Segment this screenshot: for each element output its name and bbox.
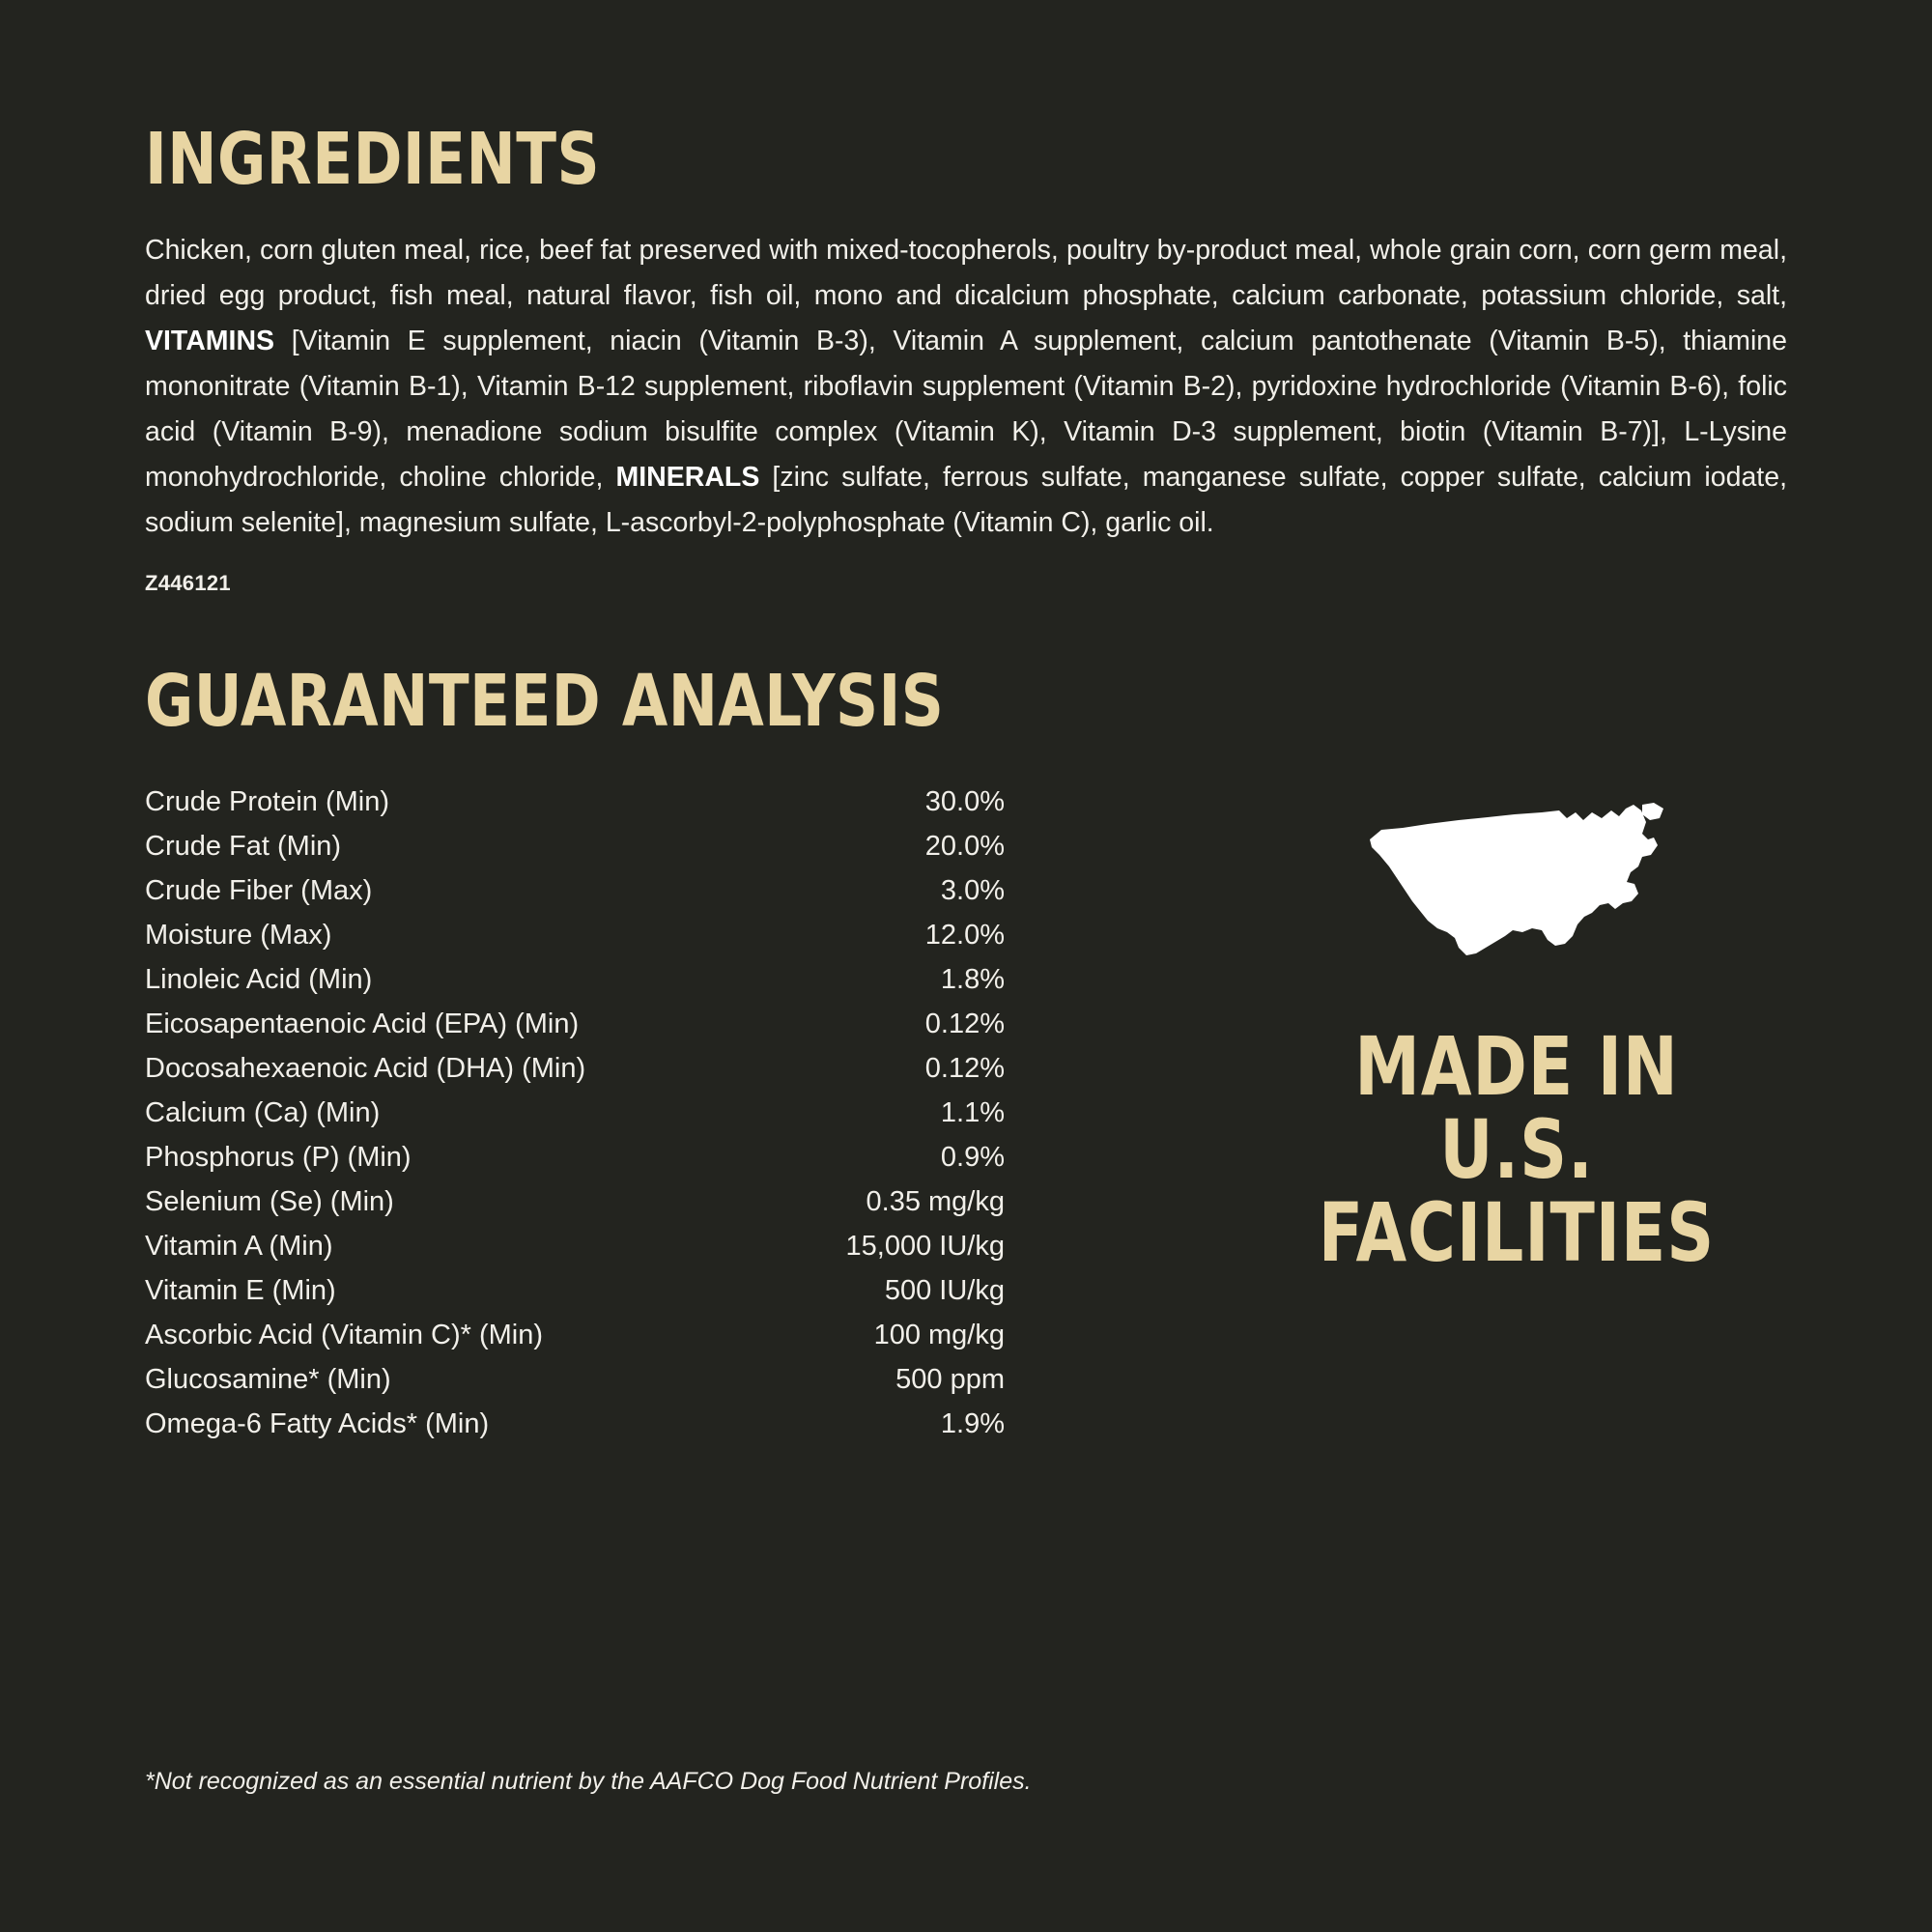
nutrient-value: 3.0%: [940, 875, 1005, 906]
vitamins-label: VITAMINS: [145, 326, 275, 356]
made-in-line-2: U.S.: [1439, 1102, 1594, 1197]
ingredients-body-part-3: [zinc sulfate, ferrous sulfate, manganese sulfate, copper sulfate, calcium iodate, sodium selenite], magnesium sulfate, L-ascorbyl-2-polyphosphate (Vitamin C), garlic oil.: [145, 462, 1787, 538]
guaranteed-analysis-table: [145, 780, 1005, 1446]
nutrient-name: Crude Fiber (Max): [145, 875, 373, 906]
nutrient-name: Eicosapentaenoic Acid (EPA) (Min): [145, 1009, 580, 1039]
nutrient-value: 500 IU/kg: [884, 1275, 1005, 1306]
table-row: [145, 1135, 1005, 1179]
nutrient-value: 1.9%: [940, 1408, 1005, 1439]
nutrient-name: Vitamin E (Min): [145, 1275, 336, 1306]
nutrient-name: Calcium (Ca) (Min): [145, 1097, 381, 1128]
table-row: [145, 1402, 1005, 1446]
table-row: [145, 1091, 1005, 1135]
nutrient-value: 0.35 mg/kg: [866, 1186, 1005, 1217]
ingredients-body-part-1: Chicken, corn gluten meal, rice, beef fat preserved with mixed-tocopherols, poultry by-product meal, whole grain corn, corn germ meal, dried egg product, fish meal, natural flavor, fish oil, mono and dicalcium phosphate, calcium carbonate, potassium chloride, salt,: [145, 235, 1787, 311]
nutrient-value: 30.0%: [924, 786, 1005, 817]
minerals-label: MINERALS: [615, 462, 760, 493]
nutrient-name: Glucosamine* (Min): [145, 1364, 391, 1395]
nutrient-value: 0.12%: [924, 1009, 1005, 1039]
nutrient-name: Omega-6 Fatty Acids* (Min): [145, 1408, 490, 1439]
usa-map-icon: [1352, 801, 1681, 1004]
ingredients-body-part-2: [Vitamin E supplement, niacin (Vitamin B-3), Vitamin A supplement, calcium pantothenate (Vitamin B-5), thiamine mononitrate (Vitamin B-1), Vitamin B-12 supplement, riboflavin supplement (Vitamin B-2), pyridoxine hydrochloride (Vitamin B-6), folic acid (Vitamin B-9), menadione sodium bisulfite complex (Vitamin K), Vitamin D-3 supplement, biotin (Vitamin B-7)], L-Lysine monohydrochloride, choline chloride,: [145, 326, 1787, 493]
nutrient-name: Crude Protein (Min): [145, 786, 390, 817]
guaranteed-analysis-heading: GUARANTEED ANALYSIS: [145, 660, 945, 743]
nutrient-value: 1.1%: [940, 1097, 1005, 1128]
table-row: [145, 1002, 1005, 1046]
table-row: [145, 1046, 1005, 1091]
nutrient-name: Phosphorus (P) (Min): [145, 1142, 412, 1173]
made-in-line-1: MADE IN: [1354, 1019, 1679, 1114]
nutrient-value: 12.0%: [924, 920, 1005, 951]
product-code: Z446121: [145, 571, 231, 595]
made-in-line-3: FACILITIES: [1318, 1185, 1716, 1280]
table-row: [145, 868, 1005, 913]
nutrient-name: Crude Fat (Min): [145, 831, 342, 862]
table-row: [145, 780, 1005, 824]
table-row: [145, 1179, 1005, 1224]
table-row: [145, 1224, 1005, 1268]
table-row: [145, 824, 1005, 868]
nutrient-value: 1.8%: [940, 964, 1005, 995]
nutrient-name: Linoleic Acid (Min): [145, 964, 373, 995]
nutrient-name: Vitamin A (Min): [145, 1231, 333, 1262]
table-row: [145, 1268, 1005, 1313]
ingredients-heading: INGREDIENTS: [145, 118, 601, 201]
nutrient-value: 15,000 IU/kg: [845, 1231, 1005, 1262]
nutrient-value: 20.0%: [924, 831, 1005, 862]
nutrient-name: Selenium (Se) (Min): [145, 1186, 394, 1217]
table-row: [145, 1357, 1005, 1402]
nutrient-value: 100 mg/kg: [873, 1320, 1005, 1350]
guaranteed-analysis-section: [145, 780, 1787, 1446]
nutrient-name: Moisture (Max): [145, 920, 332, 951]
nutrient-name: Docosahexaenoic Acid (DHA) (Min): [145, 1053, 586, 1084]
made-in-us-badge: [1246, 801, 1787, 1280]
nutrient-value: 0.12%: [924, 1053, 1005, 1084]
nutrient-name: Ascorbic Acid (Vitamin C)* (Min): [145, 1320, 544, 1350]
table-row: [145, 913, 1005, 957]
nutrient-value: 0.9%: [940, 1142, 1005, 1173]
table-row: [145, 1313, 1005, 1357]
table-row: [145, 957, 1005, 1002]
nutrient-value: 500 ppm: [895, 1364, 1005, 1395]
ingredients-body: [145, 228, 1787, 546]
footnote: *Not recognized as an essential nutrient by the AAFCO Dog Food Nutrient Profiles.: [145, 1768, 1032, 1795]
